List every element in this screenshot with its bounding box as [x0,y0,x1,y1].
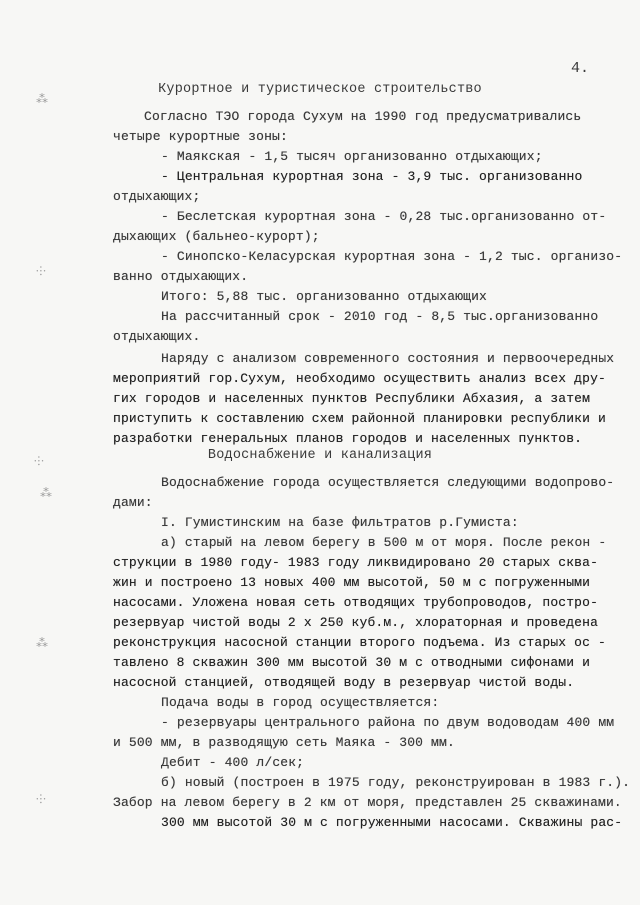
text-line: Дебит - 400 л/сек; [161,755,305,770]
margin-mark: ⸭ [36,793,46,807]
text-line: - Маякская - 1,5 тысяч организованно отдыхающих; [161,149,543,164]
text-line: дами: [113,495,153,510]
text-line: б) новый (построен в 1975 году, реконструирован в 1983 г.). [161,775,631,790]
text-line: и 500 мм, в разводящую сеть Маяка - 300 мм. [113,735,455,750]
text-line: Наряду с анализом современного состояния и первоочередных [161,351,615,366]
text-line: жин и построено 13 новых 400 мм высотой, 50 м с погруженными [113,575,591,590]
text-line: приступить к составлению схем районной планировки республики и [113,411,606,426]
text-line: 300 мм высотой 30 м с погруженными насосами. Скважины рас- [161,815,623,830]
text-line: ванно отдыхающих. [113,269,249,284]
text-line: реконструкция насосной станции второго подъема. Из старых ос - [113,635,606,650]
text-line: Подача воды в город осуществляется: [161,695,440,710]
text-line: - резервуары центрального района по двум водоводам 400 мм [161,715,615,730]
text-line: - Синопско-Келасурская курортная зона - 1,2 тыс. организо- [161,249,623,264]
text-line: I. Гумистинским на базе фильтратов р.Гумиста: [161,515,519,530]
text-line: разработки генеральных планов городов и населенных пунктов. [113,431,583,446]
text-line: тавлено 8 скважин 300 мм высотой 30 м с отводными сифонами и [113,655,591,670]
margin-mark: ⁂ [36,93,48,107]
text-line: струкции в 1980 году- 1983 году ликвидировано 20 старых сква- [113,555,599,570]
text-line: насосами. Уложена новая сеть отводящих трубопроводов, постро- [113,595,599,610]
margin-mark: ⸭ [36,265,46,279]
text-line: насосной станцией, отводящей воду в резервуар чистой воды. [113,675,575,690]
margin-mark: ⸭ [34,455,44,469]
text-line: Согласно ТЭО города Сухум на 1990 год предусматривались [144,109,582,124]
margin-mark: ⁂ [36,637,48,651]
text-line: резервуар чистой воды 2 х 250 куб.м., хлораторная и проведена [113,615,599,630]
text-line: Водоснабжение города осуществляется следующими водопрово- [161,475,615,490]
text-line: Итого: 5,88 тыс. организованно отдыхающих [161,289,488,304]
text-line: гих городов и населенных пунктов Республики Абхазия, а затем [113,391,591,406]
text-line: Забор на левом берегу в 2 км от моря, представлен 25 скважинами. [113,795,622,810]
text-line: отдыхающих. [113,329,201,344]
section-heading: Курортное и туристическое строительство [158,82,482,97]
section-heading: Водоснабжение и канализация [207,448,433,463]
text-line: четыре курортные зоны: [113,129,288,144]
margin-mark: ⁂ [40,487,52,501]
page-number: 4. [571,60,590,77]
text-line: мероприятий гор.Сухум, необходимо осуществить анализ всех дру- [113,371,606,386]
text-line: На рассчитанный срок - 2010 год - 8,5 тыс.организованно [161,309,599,324]
text-line: - Центральная курортная зона - 3,9 тыс. организованно [161,169,583,184]
text-line: отдыхающих; [113,189,201,204]
text-line: а) старый на левом берегу в 500 м от моря. После рекон - [161,535,607,550]
text-line: - Беслетская курортная зона - 0,28 тыс.организованно от- [161,209,607,224]
text-line: дыхающих (бальнео-курорт); [113,229,320,244]
